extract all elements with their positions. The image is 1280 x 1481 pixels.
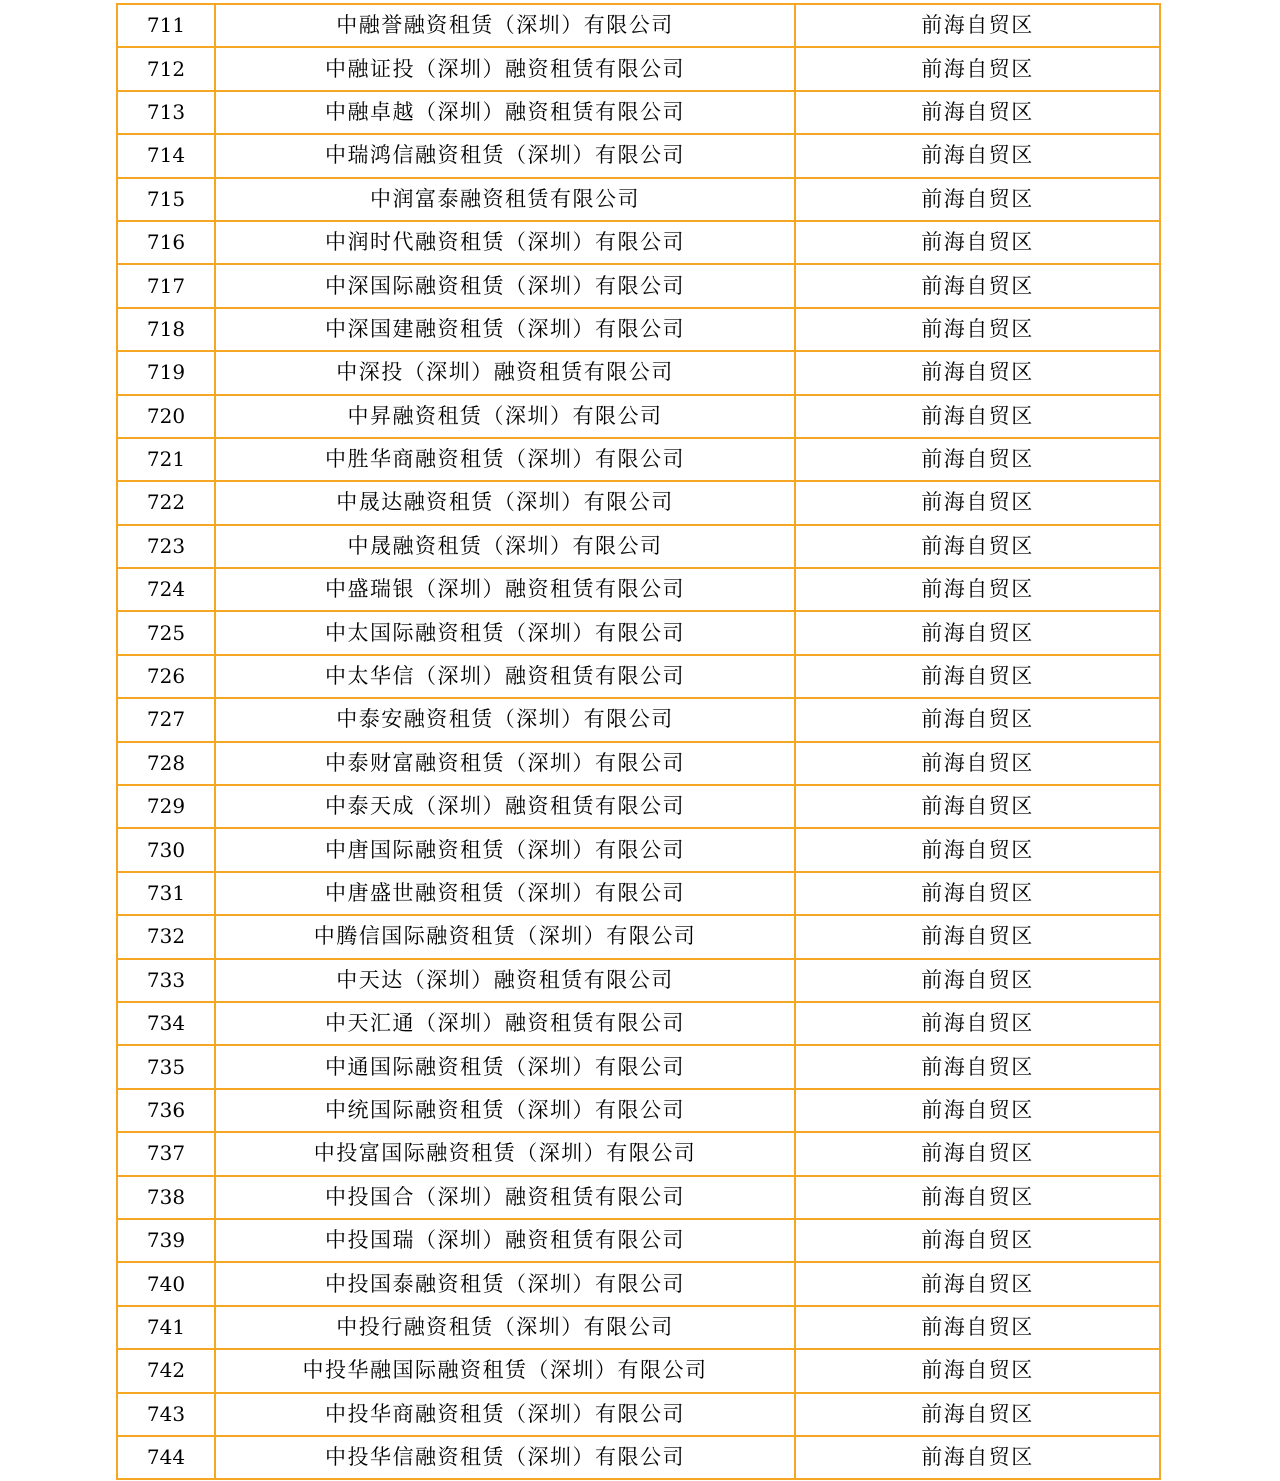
region-cell: 前海自贸区 [795, 1132, 1160, 1175]
region-cell: 前海自贸区 [795, 47, 1160, 90]
region-cell: 前海自贸区 [795, 828, 1160, 871]
table-row [117, 395, 1160, 438]
region-cell: 前海自贸区 [795, 438, 1160, 481]
region-cell: 前海自贸区 [795, 959, 1160, 1002]
company-table [116, 3, 1161, 1480]
region-cell: 前海自贸区 [795, 1176, 1160, 1219]
region-cell: 前海自贸区 [795, 351, 1160, 394]
table-row [117, 1306, 1160, 1349]
company-name-cell: 中深国际融资租赁（深圳）有限公司 [215, 264, 795, 307]
table-row [117, 655, 1160, 698]
row-number-cell: 735 [117, 1045, 215, 1088]
company-name-cell: 中通国际融资租赁（深圳）有限公司 [215, 1045, 795, 1088]
table-row [117, 1219, 1160, 1262]
table-row [117, 1132, 1160, 1175]
table-row [117, 1002, 1160, 1045]
company-name-cell: 中泰财富融资租赁（深圳）有限公司 [215, 742, 795, 785]
row-number-cell: 727 [117, 698, 215, 741]
row-number-cell: 742 [117, 1349, 215, 1392]
row-number-cell: 720 [117, 395, 215, 438]
row-number-cell: 724 [117, 568, 215, 611]
row-number-cell: 713 [117, 91, 215, 134]
region-cell: 前海自贸区 [795, 1349, 1160, 1392]
company-name-cell: 中投富国际融资租赁（深圳）有限公司 [215, 1132, 795, 1175]
region-cell: 前海自贸区 [795, 308, 1160, 351]
table-row [117, 47, 1160, 90]
row-number-cell: 719 [117, 351, 215, 394]
table-row [117, 351, 1160, 394]
row-number-cell: 712 [117, 47, 215, 90]
company-name-cell: 中投华融国际融资租赁（深圳）有限公司 [215, 1349, 795, 1392]
row-number-cell: 743 [117, 1393, 215, 1436]
table-row [117, 308, 1160, 351]
table-row [117, 828, 1160, 871]
region-cell: 前海自贸区 [795, 264, 1160, 307]
company-name-cell: 中融证投（深圳）融资租赁有限公司 [215, 47, 795, 90]
company-name-cell: 中投国合（深圳）融资租赁有限公司 [215, 1176, 795, 1219]
row-number-cell: 718 [117, 308, 215, 351]
table-row [117, 1176, 1160, 1219]
company-name-cell: 中胜华商融资租赁（深圳）有限公司 [215, 438, 795, 481]
company-name-cell: 中盛瑞银（深圳）融资租赁有限公司 [215, 568, 795, 611]
table-row [117, 568, 1160, 611]
table-row [117, 481, 1160, 524]
company-name-cell: 中太华信（深圳）融资租赁有限公司 [215, 655, 795, 698]
table-row [117, 1262, 1160, 1305]
company-name-cell: 中腾信国际融资租赁（深圳）有限公司 [215, 915, 795, 958]
table-row [117, 525, 1160, 568]
company-table-body [117, 4, 1160, 1479]
company-name-cell: 中泰安融资租赁（深圳）有限公司 [215, 698, 795, 741]
region-cell: 前海自贸区 [795, 785, 1160, 828]
region-cell: 前海自贸区 [795, 221, 1160, 264]
region-cell: 前海自贸区 [795, 134, 1160, 177]
table-row [117, 91, 1160, 134]
table-row [117, 959, 1160, 1002]
region-cell: 前海自贸区 [795, 1045, 1160, 1088]
company-name-cell: 中投行融资租赁（深圳）有限公司 [215, 1306, 795, 1349]
region-cell: 前海自贸区 [795, 1306, 1160, 1349]
table-row [117, 134, 1160, 177]
row-number-cell: 734 [117, 1002, 215, 1045]
row-number-cell: 732 [117, 915, 215, 958]
company-name-cell: 中深投（深圳）融资租赁有限公司 [215, 351, 795, 394]
row-number-cell: 716 [117, 221, 215, 264]
table-row [117, 1045, 1160, 1088]
row-number-cell: 731 [117, 872, 215, 915]
table-row [117, 438, 1160, 481]
company-name-cell: 中润时代融资租赁（深圳）有限公司 [215, 221, 795, 264]
company-name-cell: 中投国泰融资租赁（深圳）有限公司 [215, 1262, 795, 1305]
region-cell: 前海自贸区 [795, 655, 1160, 698]
table-row [117, 698, 1160, 741]
company-name-cell: 中瑞鸿信融资租赁（深圳）有限公司 [215, 134, 795, 177]
table-row [117, 178, 1160, 221]
region-cell: 前海自贸区 [795, 611, 1160, 654]
table-row [117, 1089, 1160, 1132]
row-number-cell: 723 [117, 525, 215, 568]
row-number-cell: 728 [117, 742, 215, 785]
company-name-cell: 中天达（深圳）融资租赁有限公司 [215, 959, 795, 1002]
company-name-cell: 中润富泰融资租赁有限公司 [215, 178, 795, 221]
row-number-cell: 730 [117, 828, 215, 871]
region-cell: 前海自贸区 [795, 1393, 1160, 1436]
row-number-cell: 725 [117, 611, 215, 654]
table-row [117, 264, 1160, 307]
row-number-cell: 717 [117, 264, 215, 307]
region-cell: 前海自贸区 [795, 1262, 1160, 1305]
row-number-cell: 733 [117, 959, 215, 1002]
company-name-cell: 中唐盛世融资租赁（深圳）有限公司 [215, 872, 795, 915]
region-cell: 前海自贸区 [795, 91, 1160, 134]
region-cell: 前海自贸区 [795, 568, 1160, 611]
region-cell: 前海自贸区 [795, 395, 1160, 438]
region-cell: 前海自贸区 [795, 481, 1160, 524]
table-row [117, 611, 1160, 654]
company-name-cell: 中泰天成（深圳）融资租赁有限公司 [215, 785, 795, 828]
company-name-cell: 中天汇通（深圳）融资租赁有限公司 [215, 1002, 795, 1045]
row-number-cell: 739 [117, 1219, 215, 1262]
row-number-cell: 711 [117, 4, 215, 47]
row-number-cell: 737 [117, 1132, 215, 1175]
region-cell: 前海自贸区 [795, 525, 1160, 568]
table-row [117, 742, 1160, 785]
region-cell: 前海自贸区 [795, 742, 1160, 785]
table-row [117, 1393, 1160, 1436]
table-row [117, 785, 1160, 828]
company-name-cell: 中投华信融资租赁（深圳）有限公司 [215, 1436, 795, 1479]
region-cell: 前海自贸区 [795, 178, 1160, 221]
row-number-cell: 715 [117, 178, 215, 221]
region-cell: 前海自贸区 [795, 915, 1160, 958]
row-number-cell: 738 [117, 1176, 215, 1219]
region-cell: 前海自贸区 [795, 1436, 1160, 1479]
table-row [117, 221, 1160, 264]
row-number-cell: 714 [117, 134, 215, 177]
company-name-cell: 中晟融资租赁（深圳）有限公司 [215, 525, 795, 568]
company-name-cell: 中统国际融资租赁（深圳）有限公司 [215, 1089, 795, 1132]
company-name-cell: 中投华商融资租赁（深圳）有限公司 [215, 1393, 795, 1436]
company-name-cell: 中晟达融资租赁（深圳）有限公司 [215, 481, 795, 524]
table-row [117, 915, 1160, 958]
row-number-cell: 722 [117, 481, 215, 524]
table-row [117, 1349, 1160, 1392]
company-name-cell: 中唐国际融资租赁（深圳）有限公司 [215, 828, 795, 871]
region-cell: 前海自贸区 [795, 1089, 1160, 1132]
row-number-cell: 726 [117, 655, 215, 698]
table-row [117, 872, 1160, 915]
region-cell: 前海自贸区 [795, 4, 1160, 47]
region-cell: 前海自贸区 [795, 698, 1160, 741]
company-name-cell: 中深国建融资租赁（深圳）有限公司 [215, 308, 795, 351]
company-name-cell: 中太国际融资租赁（深圳）有限公司 [215, 611, 795, 654]
region-cell: 前海自贸区 [795, 872, 1160, 915]
table-row [117, 1436, 1160, 1479]
company-name-cell: 中投国瑞（深圳）融资租赁有限公司 [215, 1219, 795, 1262]
company-name-cell: 中昇融资租赁（深圳）有限公司 [215, 395, 795, 438]
company-name-cell: 中融誉融资租赁（深圳）有限公司 [215, 4, 795, 47]
region-cell: 前海自贸区 [795, 1002, 1160, 1045]
row-number-cell: 736 [117, 1089, 215, 1132]
row-number-cell: 740 [117, 1262, 215, 1305]
row-number-cell: 741 [117, 1306, 215, 1349]
company-name-cell: 中融卓越（深圳）融资租赁有限公司 [215, 91, 795, 134]
row-number-cell: 729 [117, 785, 215, 828]
region-cell: 前海自贸区 [795, 1219, 1160, 1262]
table-row [117, 4, 1160, 47]
row-number-cell: 744 [117, 1436, 215, 1479]
row-number-cell: 721 [117, 438, 215, 481]
